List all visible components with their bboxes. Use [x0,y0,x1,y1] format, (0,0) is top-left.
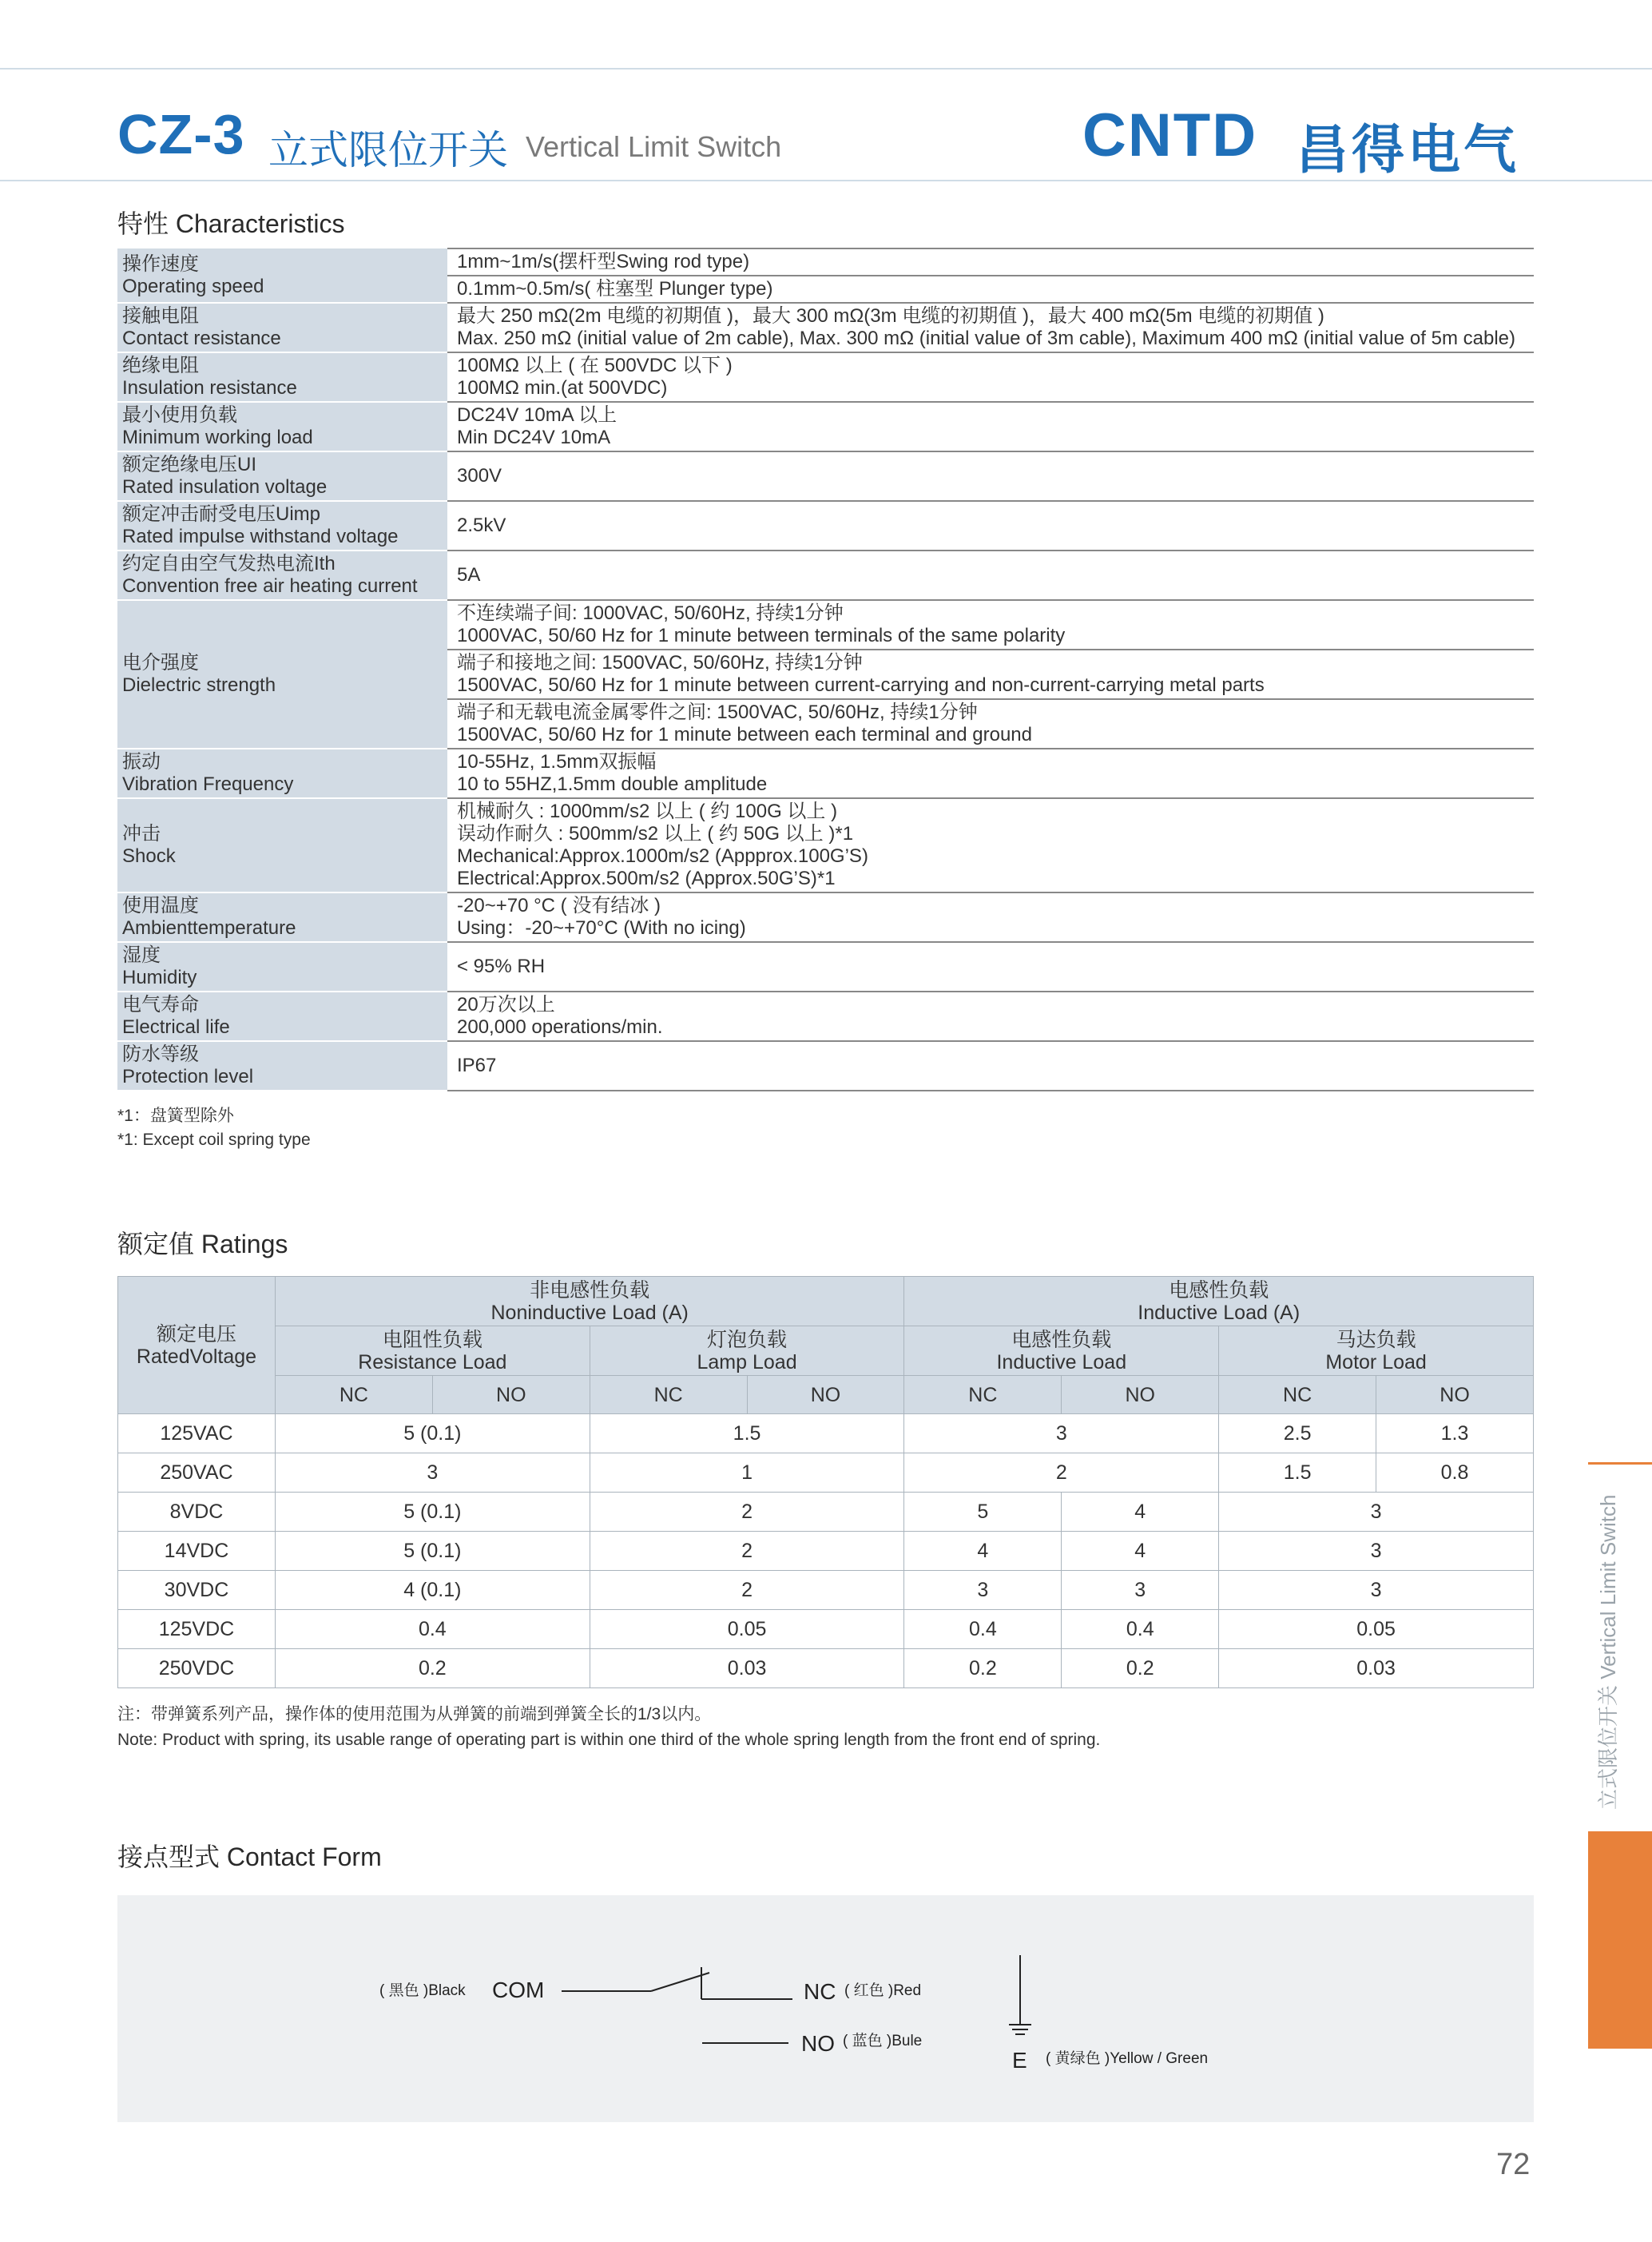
side-accent-block [1588,1831,1652,2049]
rating-cell: 4 [904,1532,1062,1571]
char-value: 机械耐久 : 1000mm/s2 以上 ( 约 100G 以上 ) 误动作耐久 : 500mm/s2 以上 ( 约 50G 以上 )*1 Mechanical:Approx.1000m/s2 (Appprox.100G’S) Electrical:Approx.500m/s2 (Approx.50G’S)*1 [447,798,1534,892]
rating-voltage: 125VDC [118,1610,276,1649]
nc-terminal-label: NC [804,1979,836,2004]
rating-cell: 2 [590,1532,904,1571]
blue-wire-label: ( 蓝色 )Bule [843,2033,923,2049]
title-cn: 立式限位开关 [268,128,508,173]
rating-cell: 0.05 [590,1610,904,1649]
red-wire-label: ( 红色 )Red [844,1982,922,1999]
char-label: 电气寿命 Electrical life [117,992,447,1041]
characteristics-table [117,248,1534,1091]
char-value: IP67 [447,1041,1534,1091]
rating-cell: 5 (0.1) [275,1532,590,1571]
rating-cell: 2.5 [1219,1414,1376,1453]
rating-cell: 5 (0.1) [275,1414,590,1453]
char-label: 振动 Vibration Frequency [117,749,447,798]
rating-cell: 3 [1219,1532,1534,1571]
black-wire-label: ( 黑色 )Black [379,1982,466,1999]
char-label: 最小使用负载 Minimum working load [117,402,447,451]
rating-voltage: 14VDC [118,1532,276,1571]
header-no: NO [1062,1376,1219,1414]
contact-form-title: 接点型式 Contact Form [117,1842,382,1871]
title-en: Vertical Limit Switch [526,130,782,163]
rating-cell: 0.03 [590,1649,904,1688]
char-label: 操作速度 Operating speed [117,248,447,303]
side-section-label: 立式限位开关 Vertical Limit Switch [1596,1494,1620,1810]
rating-cell: 1 [590,1453,904,1493]
header-inductive-load: 电感性负载 Inductive Load [904,1326,1219,1376]
char-label: 冲击 Shock [117,798,447,892]
side-accent-line [1588,1462,1652,1465]
rating-cell: 2 [590,1571,904,1610]
rating-cell: 0.4 [904,1610,1062,1649]
characteristics-notes: *1：盘簧型除外 *1: Except coil spring type [117,1107,311,1149]
rating-cell: 0.2 [275,1649,590,1688]
rating-voltage: 30VDC [118,1571,276,1610]
com-terminal-label: COM [492,1978,545,2002]
rating-cell: 3 [1219,1571,1534,1610]
rating-cell: 2 [590,1493,904,1532]
contact-form-diagram [117,1895,1534,2122]
char-value: 端子和无载电流金属零件之间: 1500VAC, 50/60Hz, 持续1分钟 1500VAC, 50/60 Hz for 1 minute between each terminal and ground [447,699,1534,749]
table-row [118,1610,1534,1649]
table-row [118,1571,1534,1610]
header-nc: NC [904,1376,1062,1414]
char-label: 额定冲击耐受电压Uimp Rated impulse withstand voltage [117,501,447,551]
page-number: 72 [1496,2148,1531,2181]
char-value: 1mm~1m/s(摆杆型Swing rod type) [447,248,1534,276]
ratings-notes: 注：带弹簧系列产品，操作体的使用范围为从弹簧的前端到弹簧全长的1/3以内。 Note: Product with spring, its usable range of operating part is within one third of the whole spring length from the front end of spring. [117,1705,1101,1749]
rating-voltage: 125VAC [118,1414,276,1453]
rating-cell: 3 [1062,1571,1219,1610]
no-terminal-label: NO [801,2031,835,2056]
char-value: 20万次以上 200,000 operations/min. [447,992,1534,1041]
rating-cell: 3 [904,1414,1219,1453]
rating-cell: 2 [904,1453,1219,1493]
table-row [118,1649,1534,1688]
earth-terminal-label: E [1012,2048,1027,2073]
rating-voltage: 8VDC [118,1493,276,1532]
ratings-title: 额定值 Ratings [117,1230,288,1258]
rating-cell: 4 [1062,1493,1219,1532]
header-rule [0,180,1652,181]
table-row [118,1532,1534,1571]
header-no: NO [1376,1376,1534,1414]
rating-cell: 0.03 [1219,1649,1534,1688]
rating-cell: 4 [1062,1532,1219,1571]
char-value: 5A [447,551,1534,600]
rating-cell: 5 (0.1) [275,1493,590,1532]
yellow-green-wire-label: ( 黄绿色 )Yellow / Green [1046,2050,1209,2067]
header-inductive: 电感性负载 Inductive Load (A) [904,1277,1534,1326]
header-no: NO [432,1376,590,1414]
header-motor-load: 马达负载 Motor Load [1219,1326,1534,1376]
brand-logo-cn: 昌得电气 [1296,120,1519,179]
top-rule [0,68,1652,70]
table-row [118,1453,1534,1493]
char-label: 使用温度 Ambienttemperature [117,892,447,942]
header-lamp-load: 灯泡负载 Lamp Load [590,1326,904,1376]
rating-cell: 3 [904,1571,1062,1610]
rating-cell: 0.4 [275,1610,590,1649]
rating-cell: 0.8 [1376,1453,1534,1493]
char-value: 不连续端子间: 1000VAC, 50/60Hz, 持续1分钟 1000VAC, 50/60 Hz for 1 minute between terminals of the same polarity [447,600,1534,650]
rating-cell: 1.5 [590,1414,904,1453]
char-label: 额定绝缘电压UI Rated insulation voltage [117,451,447,501]
switch-symbol [562,1955,1031,2043]
ratings-table [117,1276,1534,1688]
table-row [118,1493,1534,1532]
header-no: NO [747,1376,904,1414]
rating-cell: 3 [1219,1493,1534,1532]
char-value: 300V [447,451,1534,501]
char-value: -20~+70 °C ( 没有结冰 ) Using：-20~+70°C (With no icing) [447,892,1534,942]
rating-cell: 0.05 [1219,1610,1534,1649]
char-value: 端子和接地之间: 1500VAC, 50/60Hz, 持续1分钟 1500VAC, 50/60 Hz for 1 minute between current-carrying and non-current-carrying metal parts [447,650,1534,699]
char-label: 绝缘电阻 Insulation resistance [117,352,447,402]
char-value: 100MΩ 以上 ( 在 500VDC 以下 ) 100MΩ min.(at 500VDC) [447,352,1534,402]
header-resistance-load: 电阻性负载 Resistance Load [275,1326,590,1376]
char-value: 0.1mm~0.5m/s( 柱塞型 Plunger type) [447,276,1534,303]
rating-cell: 0.4 [1062,1610,1219,1649]
rating-cell: 1.5 [1219,1453,1376,1493]
contact-diagram-svg [117,1895,1534,2122]
characteristics-title: 特性 Characteristics [117,209,345,238]
rating-cell: 5 [904,1493,1062,1532]
header-noninductive: 非电感性负载 Noninductive Load (A) [275,1277,903,1326]
table-row [118,1414,1534,1453]
header-nc: NC [590,1376,747,1414]
rating-cell: 0.2 [1062,1649,1219,1688]
brand-logo: CNTD [1082,101,1258,169]
rating-cell: 3 [275,1453,590,1493]
rating-voltage: 250VAC [118,1453,276,1493]
char-label: 约定自由空气发热电流Ith Convention free air heating current [117,551,447,600]
rating-cell: 0.2 [904,1649,1062,1688]
rating-cell: 4 (0.1) [275,1571,590,1610]
header-voltage: 额定电压 RatedVoltage [118,1277,276,1414]
char-label: 防水等级 Protection level [117,1041,447,1091]
char-value: 最大 250 mΩ(2m 电缆的初期值 )，最大 300 mΩ(3m 电缆的初期值 )，最大 400 mΩ(5m 电缆的初期值 ) Max. 250 mΩ (initial value of 2m cable), Max. 300 mΩ (initial value of 3m cable), Maximum 400 mΩ (initial value of 5m cable) [447,303,1534,352]
char-label: 接触电阻 Contact resistance [117,303,447,352]
rating-cell: 1.3 [1376,1414,1534,1453]
char-label: 电介强度 Dielectric strength [117,600,447,749]
char-value: < 95% RH [447,942,1534,992]
char-value: DC24V 10mA 以上 Min DC24V 10mA [447,402,1534,451]
char-value: 2.5kV [447,501,1534,551]
header-nc: NC [1219,1376,1376,1414]
char-value: 10-55Hz, 1.5mm双振幅 10 to 55HZ,1.5mm double amplitude [447,749,1534,798]
header-nc: NC [275,1376,432,1414]
model-code: CZ-3 [117,103,245,165]
rating-voltage: 250VDC [118,1649,276,1688]
char-label: 湿度 Humidity [117,942,447,992]
